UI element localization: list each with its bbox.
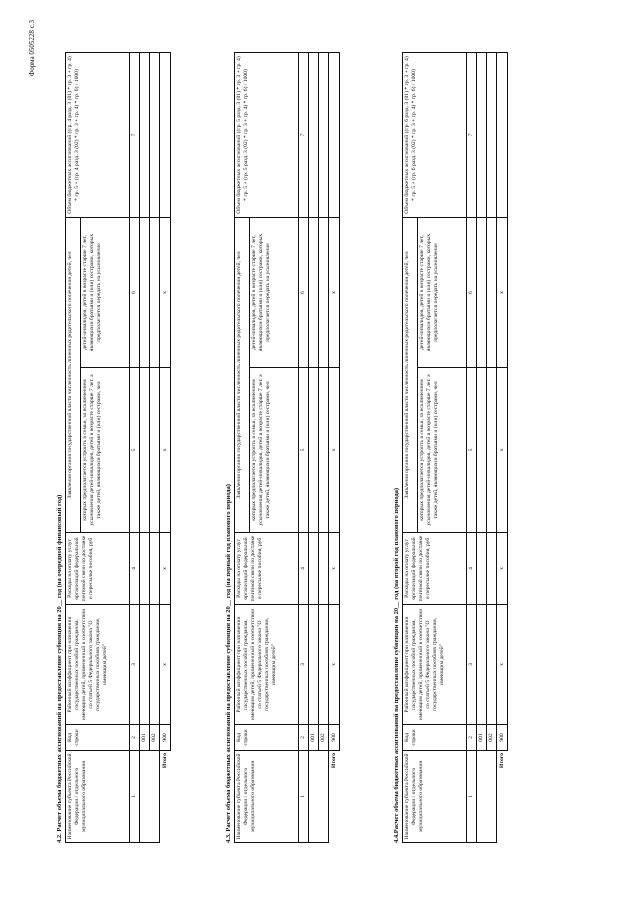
data-cell[interactable] bbox=[140, 605, 150, 725]
col-number: 5 bbox=[130, 368, 140, 533]
data-cell[interactable] bbox=[150, 52, 160, 217]
row-code: 001 bbox=[140, 725, 150, 751]
table-row bbox=[487, 52, 497, 842]
col-postal-header: Расходы на оплату услуг организаций федеральной почтовой связи по доставке и пересылке пособия, руб bbox=[403, 533, 467, 605]
section-title: 4.2. Расчет объема бюджетных ассигнований на предоставление субвенции на 20__ год (на очередной финансовый год) bbox=[56, 494, 63, 843]
col-number: 1 bbox=[299, 751, 309, 843]
col-postal-header: Расходы на оплату услуг организаций федеральной почтовой связи по доставке и пересылке пособия, руб bbox=[235, 533, 299, 605]
total-row bbox=[497, 52, 508, 842]
col-number: 5 bbox=[467, 368, 477, 533]
col-apps-b-header: детей-инвалидов, детей в возрасте старше 7 лет, являющихся братьями и (или) сестрами, которых предполагается передать на усыновление bbox=[250, 217, 299, 367]
col-apps-a-header: которых предполагается устроить в семьи, за исключением усыновления детей-инвалидов, детей в возрасте старше 7 лет, а также детей, являющихся братьями и (или) сестрами, чел bbox=[250, 368, 299, 533]
col-number: 3 bbox=[130, 605, 140, 725]
x-mark: x bbox=[497, 217, 508, 367]
data-cell[interactable] bbox=[319, 533, 329, 605]
col-apps-b-header: детей-инвалидов, детей в возрасте старше 7 лет, являющихся братьями и (или) сестрами, которых предполагается передать на усыновление bbox=[81, 217, 130, 367]
col-number: 5 bbox=[299, 368, 309, 533]
data-cell[interactable] bbox=[477, 605, 487, 725]
total-volume-cell[interactable] bbox=[497, 52, 508, 217]
data-cell[interactable] bbox=[477, 217, 487, 367]
row-code: 001 bbox=[309, 725, 319, 751]
section-4-2 bbox=[56, 53, 171, 843]
x-mark: x bbox=[329, 533, 340, 605]
col-name-header: Наименование субъекта Российской Федерации / отдельного муниципального образования bbox=[235, 751, 299, 843]
row-code: 002 bbox=[150, 725, 160, 751]
total-label: Итого bbox=[497, 751, 508, 843]
col-apps-group-header: Заявления органов государственной власти численность линенных родительского попечения детей, чел bbox=[66, 217, 81, 532]
budget-table-4-4 bbox=[402, 52, 508, 843]
col-number: 6 bbox=[130, 217, 140, 367]
table-row bbox=[140, 52, 150, 842]
col-number: 3 bbox=[299, 605, 309, 725]
data-cell[interactable] bbox=[487, 533, 497, 605]
row-code: 001 bbox=[477, 725, 487, 751]
data-cell[interactable] bbox=[487, 368, 497, 533]
col-code-header: Код строки bbox=[235, 725, 299, 751]
col-number: 3 bbox=[467, 605, 477, 725]
data-cell[interactable] bbox=[309, 533, 319, 605]
col-number: 7 bbox=[130, 52, 140, 217]
x-mark: x bbox=[497, 605, 508, 725]
col-number: 7 bbox=[467, 52, 477, 217]
x-mark: x bbox=[497, 533, 508, 605]
data-cell[interactable] bbox=[487, 217, 497, 367]
col-apps-b-header: детей-инвалидов, детей в возрасте старше 7 лет, являющихся братьями и (или) сестрами, которых предполагается передать на усыновление bbox=[418, 217, 467, 367]
col-number: 6 bbox=[299, 217, 309, 367]
col-volume-header: Объем бюджетных ассигнований ((гр. 5 разд. 3 (01) * гр. 3 + гр. 4) * гр. 5 + (гр. 5 разд. 3 (02) * гр. 3 + гр. 4) * гр. 6) / 1000) bbox=[235, 52, 299, 217]
col-number: 2 bbox=[130, 725, 140, 751]
x-mark: x bbox=[160, 605, 171, 725]
col-coef-header: Районный коэффициент при назначении государственных пособий гражданам, имеющим детей, примененный в соответствии со статьей 5 Федерального закона "О государственных пособиях гражданам, имеющим детей" bbox=[66, 605, 130, 725]
col-number: 4 bbox=[299, 533, 309, 605]
data-cell[interactable] bbox=[319, 605, 329, 725]
data-cell[interactable] bbox=[140, 217, 150, 367]
col-number: 1 bbox=[467, 751, 477, 843]
data-cell[interactable] bbox=[319, 52, 329, 217]
table-row bbox=[319, 52, 329, 842]
x-mark: x bbox=[329, 605, 340, 725]
col-volume-header: Объем бюджетных ассигнований ((гр. 6 разд. 3 (01) * гр. 3 + гр. 4) * гр. 5 + (гр. 6 разд. 3 (02) * гр. 3 + гр. 4) * гр. 6) / 1000) bbox=[403, 52, 467, 217]
col-number: 2 bbox=[467, 725, 477, 751]
region-name-cell[interactable] bbox=[309, 751, 329, 843]
col-number: 6 bbox=[467, 217, 477, 367]
total-volume-cell[interactable] bbox=[329, 52, 340, 217]
region-name-cell[interactable] bbox=[140, 751, 160, 843]
col-coef-header: Районный коэффициент при назначении государственных пособий гражданам, имеющим детей, примененный в соответствии со статьей 5 Федерального закона "О государственных пособиях гражданам, имеющим детей" bbox=[403, 605, 467, 725]
region-name-cell[interactable] bbox=[477, 751, 497, 843]
col-number: 4 bbox=[467, 533, 477, 605]
data-cell[interactable] bbox=[309, 217, 319, 367]
col-number: 2 bbox=[299, 725, 309, 751]
data-cell[interactable] bbox=[477, 533, 487, 605]
col-postal-header: Расходы на оплату услуг организаций федеральной почтовой связи по доставке и пересылке пособия, руб bbox=[66, 533, 130, 605]
data-cell[interactable] bbox=[487, 605, 497, 725]
total-label: Итого bbox=[329, 751, 340, 843]
x-mark: x bbox=[160, 368, 171, 533]
col-apps-group-header: Заявления органов государственной власти численность линенных родительского попечения детей, чел bbox=[403, 217, 418, 532]
col-name-header: Наименование субъекта Российской Федерации / отдельного муниципального образования bbox=[403, 751, 467, 843]
data-cell[interactable] bbox=[309, 52, 319, 217]
table-row bbox=[477, 52, 487, 842]
col-apps-a-header: которых предполагается устроить в семьи, за исключением усыновления детей-инвалидов, детей в возрасте старше 7 лет, а также детей, являющихся братьями и (или) сестрами, чел bbox=[418, 368, 467, 533]
data-cell[interactable] bbox=[477, 368, 487, 533]
total-row bbox=[160, 52, 171, 842]
data-cell[interactable] bbox=[140, 368, 150, 533]
col-number: 7 bbox=[299, 52, 309, 217]
table-row bbox=[150, 52, 160, 842]
row-code: 002 bbox=[319, 725, 329, 751]
row-code: 002 bbox=[487, 725, 497, 751]
data-cell[interactable] bbox=[309, 368, 319, 533]
x-mark: x bbox=[329, 217, 340, 367]
col-code-header: Код строки bbox=[66, 725, 130, 751]
form-label: Форма 0505228 с.3 bbox=[28, 20, 36, 77]
total-row bbox=[329, 52, 340, 842]
data-cell[interactable] bbox=[140, 533, 150, 605]
section-4-4 bbox=[393, 53, 508, 843]
col-code-header: Код строки bbox=[403, 725, 467, 751]
col-volume-header: Объем бюджетных ассигнований ((гр. 4 разд. 3 (01) * гр. 3 + гр. 4) * гр. 5 + (гр. 4 разд. 3 (02) * гр. 3 + гр. 4) * гр. 6) / 1000) bbox=[66, 52, 130, 217]
table-row bbox=[309, 52, 319, 842]
col-apps-group-header: Заявления органов государственной власти численность линенных родительского попечения детей, чел bbox=[235, 217, 250, 532]
x-mark: x bbox=[329, 368, 340, 533]
x-mark: x bbox=[497, 368, 508, 533]
col-coef-header: Районный коэффициент при назначении государственных пособий гражданам, имеющим детей, примененный в соответствии со статьей 5 Федерального закона "О государственных пособиях гражданам, имеющим детей" bbox=[235, 605, 299, 725]
col-number: 1 bbox=[130, 751, 140, 843]
data-cell[interactable] bbox=[477, 52, 487, 217]
data-cell[interactable] bbox=[319, 217, 329, 367]
total-code: 900 bbox=[497, 725, 508, 751]
total-code: 900 bbox=[160, 725, 171, 751]
data-cell[interactable] bbox=[150, 533, 160, 605]
budget-table-4-3 bbox=[234, 52, 340, 843]
data-cell[interactable] bbox=[487, 52, 497, 217]
data-cell[interactable] bbox=[150, 217, 160, 367]
data-cell[interactable] bbox=[150, 605, 160, 725]
total-volume-cell[interactable] bbox=[160, 52, 171, 217]
section-title: 4.4.Расчет объема бюджетных ассигнований на предоставление субвенции на 20__ год (на второй год планового периода) bbox=[393, 487, 400, 843]
budget-table-4-2 bbox=[65, 52, 171, 843]
x-mark: x bbox=[160, 217, 171, 367]
section-4-3 bbox=[225, 53, 340, 843]
col-name-header: Наименование субъекта Российской Федерации / отдельного муниципального образования bbox=[66, 751, 130, 843]
col-apps-a-header: которых предполагается устроить в семьи, за исключением усыновления детей-инвалидов, детей в возрасте старше 7 лет, а также детей, являющихся братьями и (или) сестрами, чел bbox=[81, 368, 130, 533]
section-title: 4.3. Расчет объема бюджетных ассигнований на предоставление субвенции на 20__ год (на первый год планового периода) bbox=[225, 484, 232, 843]
total-label: Итого bbox=[160, 751, 171, 843]
total-code: 900 bbox=[329, 725, 340, 751]
data-cell[interactable] bbox=[140, 52, 150, 217]
data-cell[interactable] bbox=[309, 605, 319, 725]
col-number: 4 bbox=[130, 533, 140, 605]
x-mark: x bbox=[160, 533, 171, 605]
data-cell[interactable] bbox=[150, 368, 160, 533]
data-cell[interactable] bbox=[319, 368, 329, 533]
